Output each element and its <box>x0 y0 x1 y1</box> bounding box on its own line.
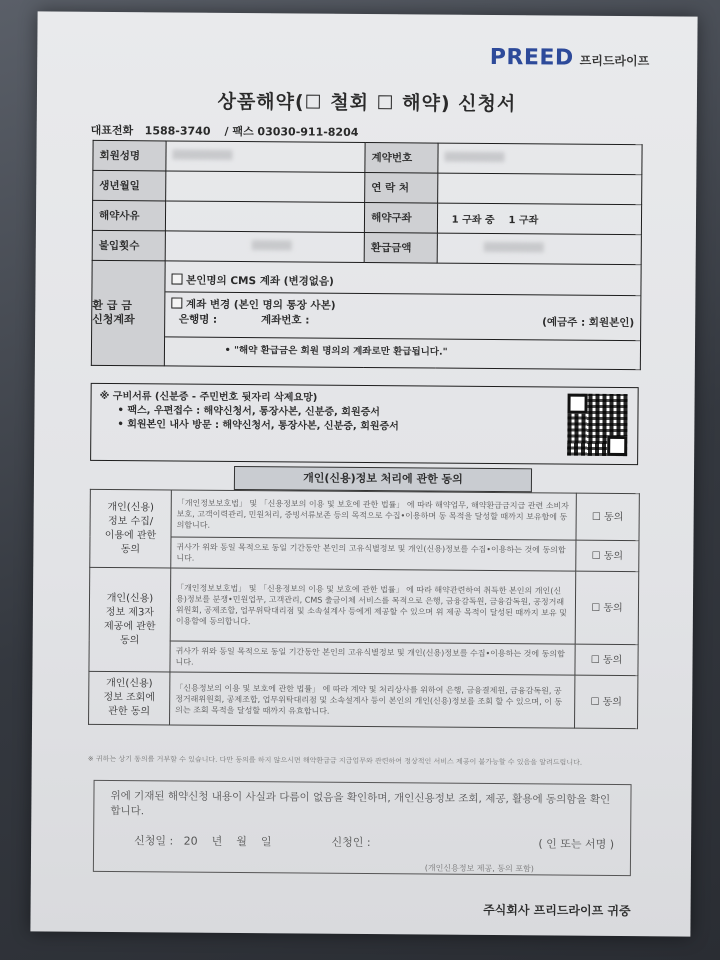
contract-number-label: 계약번호 <box>365 142 438 173</box>
refund-notice: • "해약 환급금은 회원 명의의 계좌로만 환급됩니다." <box>224 344 448 358</box>
application-date[interactable]: 신청일 : 20 년 월 일 <box>134 834 272 849</box>
company-recipient: 주식회사 프리드라이프 귀중 <box>483 902 631 919</box>
consent-text: 「개인정보보호법」 및 「신용정보의 이용 및 보호에 관한 법률」 에 따라 해약업무, 해약환급금지급 관련 소비자보호, 고객이력관리, 민원처리, 증빙서류보존 등의 목적으로 수집•이용하며 동 목적을 달성할 때까지 보유함에 동의합니다. <box>171 490 576 540</box>
logo-brand-korean: 프리드라이프 <box>579 53 650 69</box>
consent-text: 귀사가 위와 동일 목적으로 동일 기간동안 본인의 고유식별정보 및 개인(신용)정보를 수집•이용하는 것에 동의합니다. <box>171 537 576 571</box>
sign-statement: 위에 기재된 해약신청 내용이 사실과 다름이 없음을 확인하며, 개인신용정보 조회, 제공, 활용에 동의함을 확인합니다. <box>110 790 611 818</box>
refund-option-cms-label: 본인명의 CMS 계좌 (변경없음) <box>186 274 334 288</box>
member-name-label: 회원성명 <box>93 140 166 171</box>
contract-number-field[interactable] <box>438 143 643 175</box>
phone-label: 대표전화 <box>90 123 134 138</box>
account-holder-note: (예금주 : 회원본인) <box>542 315 635 329</box>
fax-label: / 팩스 <box>224 124 254 139</box>
cancel-reason-label: 해약사유 <box>92 200 165 231</box>
applicant-label[interactable]: 신청인 : <box>331 835 371 850</box>
cancel-reason-field[interactable] <box>165 201 365 233</box>
redacted-value <box>251 240 291 250</box>
sign-note: (개인신용정보 제공, 동의 포함) <box>424 863 534 874</box>
bank-name-label: 은행명 : <box>178 313 218 326</box>
required-documents-box <box>90 383 639 465</box>
member-name-field[interactable] <box>165 141 365 173</box>
consent-category-third-party: 개인(신용) 정보 제3자 제공에 관한 동의 <box>89 567 171 672</box>
qr-code-icon <box>567 394 627 456</box>
refund-notice-text: "해약 환급금은 회원 명의의 계좌로만 환급됩니다." <box>233 344 448 358</box>
consent-text: 귀사가 위와 동일 목적으로 동일 기간동안 본인의 고유식별정보 및 개인(신용)정보를 수집•이용하는 것에 동의합니다. <box>170 641 575 675</box>
cancel-units-value[interactable]: 1 구좌 중 1 구좌 <box>437 203 642 235</box>
agree-checkbox[interactable]: ☐ 동의 <box>575 571 639 644</box>
company-logo <box>490 45 650 71</box>
phone-contact-label: 연 락 처 <box>365 172 438 203</box>
refund-account-label: 환 급 금 신청계좌 <box>91 260 164 366</box>
agree-checkbox[interactable]: ☐ 동의 <box>575 644 638 675</box>
member-info-table <box>91 140 643 370</box>
cancel-units-label: 해약구좌 <box>364 202 437 233</box>
phone-number: 1588-3740 <box>144 124 211 138</box>
docs-visit: • 회원본인 내사 방문 : 해약신청서, 통장사본, 신분증, 회원증서 <box>117 419 399 433</box>
checkbox[interactable] <box>171 297 182 308</box>
consent-table <box>88 489 640 729</box>
redacted-value <box>444 152 504 162</box>
consent-text: 「개인정보보호법」 및 「신용정보의 이용 및 보호에 관한 법률」 에 따라 해약관련하여 취득한 본인의 개인(신용)정보를 분쟁•민원업무, 고객관리, CMS 출금이체 서비스를 목적으로 은행, 금융감독원, 금융감독원, 공정거래위원회, 공제조합, 업무위탁대리점 및 소속설계사 등에게 제공할 수 있으며 위 제공 목적이 달성된 때까지 보유 및 이용함에 동의합니다. <box>170 568 576 644</box>
paid-count-field[interactable] <box>165 231 365 263</box>
application-form <box>30 11 697 936</box>
refund-amount-label: 환급금액 <box>364 232 437 263</box>
consent-category-inquiry: 개인(신용) 정보 조회에 관한 동의 <box>89 671 170 725</box>
seal-or-signature[interactable]: ( 인 또는 서명 ) <box>538 837 615 851</box>
logo-brand: PREED <box>489 44 574 71</box>
phone-contact-field[interactable] <box>437 173 642 205</box>
account-number-label: 계좌번호 : <box>260 313 310 327</box>
agree-checkbox[interactable]: ☐ 동의 <box>575 675 638 728</box>
docs-fax-mail: • 팩스, 우편접수 : 해약신청서, 통장사본, 신분증, 회원증서 <box>117 405 381 419</box>
consent-text: 「신용정보의 이용 및 보호에 관한 법률」 에 따라 계약 및 처리상사를 위하여 은행, 금융결제원, 금융감독원, 공정거래위원회, 공제조합, 업무위탁대리점 및 소속설계사 등이 본인의 개인(신용)정보를 조회 할 수 있으며, 이 동의는 조회 목적을 달성할 때까지 유효합니다. <box>170 672 575 728</box>
refund-amount-field[interactable] <box>437 233 642 265</box>
form-title: 상품해약(☐ 철회 ☐ 해약) 신청서 <box>217 90 517 116</box>
paid-count-label: 불입횟수 <box>92 230 165 261</box>
refund-account-options <box>164 261 641 370</box>
docs-heading: ※ 구비서류 (신분증 - 주민번호 뒷자리 삭제요망) <box>99 390 318 404</box>
refund-option-change[interactable] <box>165 292 641 341</box>
agree-checkbox[interactable]: ☐ 동의 <box>576 493 639 540</box>
birth-date-label: 생년월일 <box>93 170 166 201</box>
contact-line <box>91 122 359 140</box>
redacted-value <box>483 242 543 252</box>
refund-option-change-label: 계좌 변경 (본인 명의 통장 사본) <box>185 298 336 312</box>
consent-heading: 개인(신용)정보 처리에 관한 동의 <box>234 466 532 492</box>
signature-box <box>93 780 632 876</box>
consent-category-collection: 개인(신용) 정보 수집/ 이용에 관한 동의 <box>90 489 172 568</box>
agree-checkbox[interactable]: ☐ 동의 <box>576 540 639 571</box>
checkbox[interactable] <box>171 273 182 284</box>
birth-date-field[interactable] <box>165 171 365 203</box>
fax-number: 03030-911-8204 <box>257 125 359 139</box>
consent-footnote: ※ 귀하는 상기 동의를 거부할 수 있습니다. 다만 동의를 하지 않으시면 해약환급금 지급업무와 관련하여 정상적인 서비스 제공이 불가능할 수 있음을 알려드립니다. <box>87 754 583 767</box>
redacted-value <box>172 149 232 159</box>
